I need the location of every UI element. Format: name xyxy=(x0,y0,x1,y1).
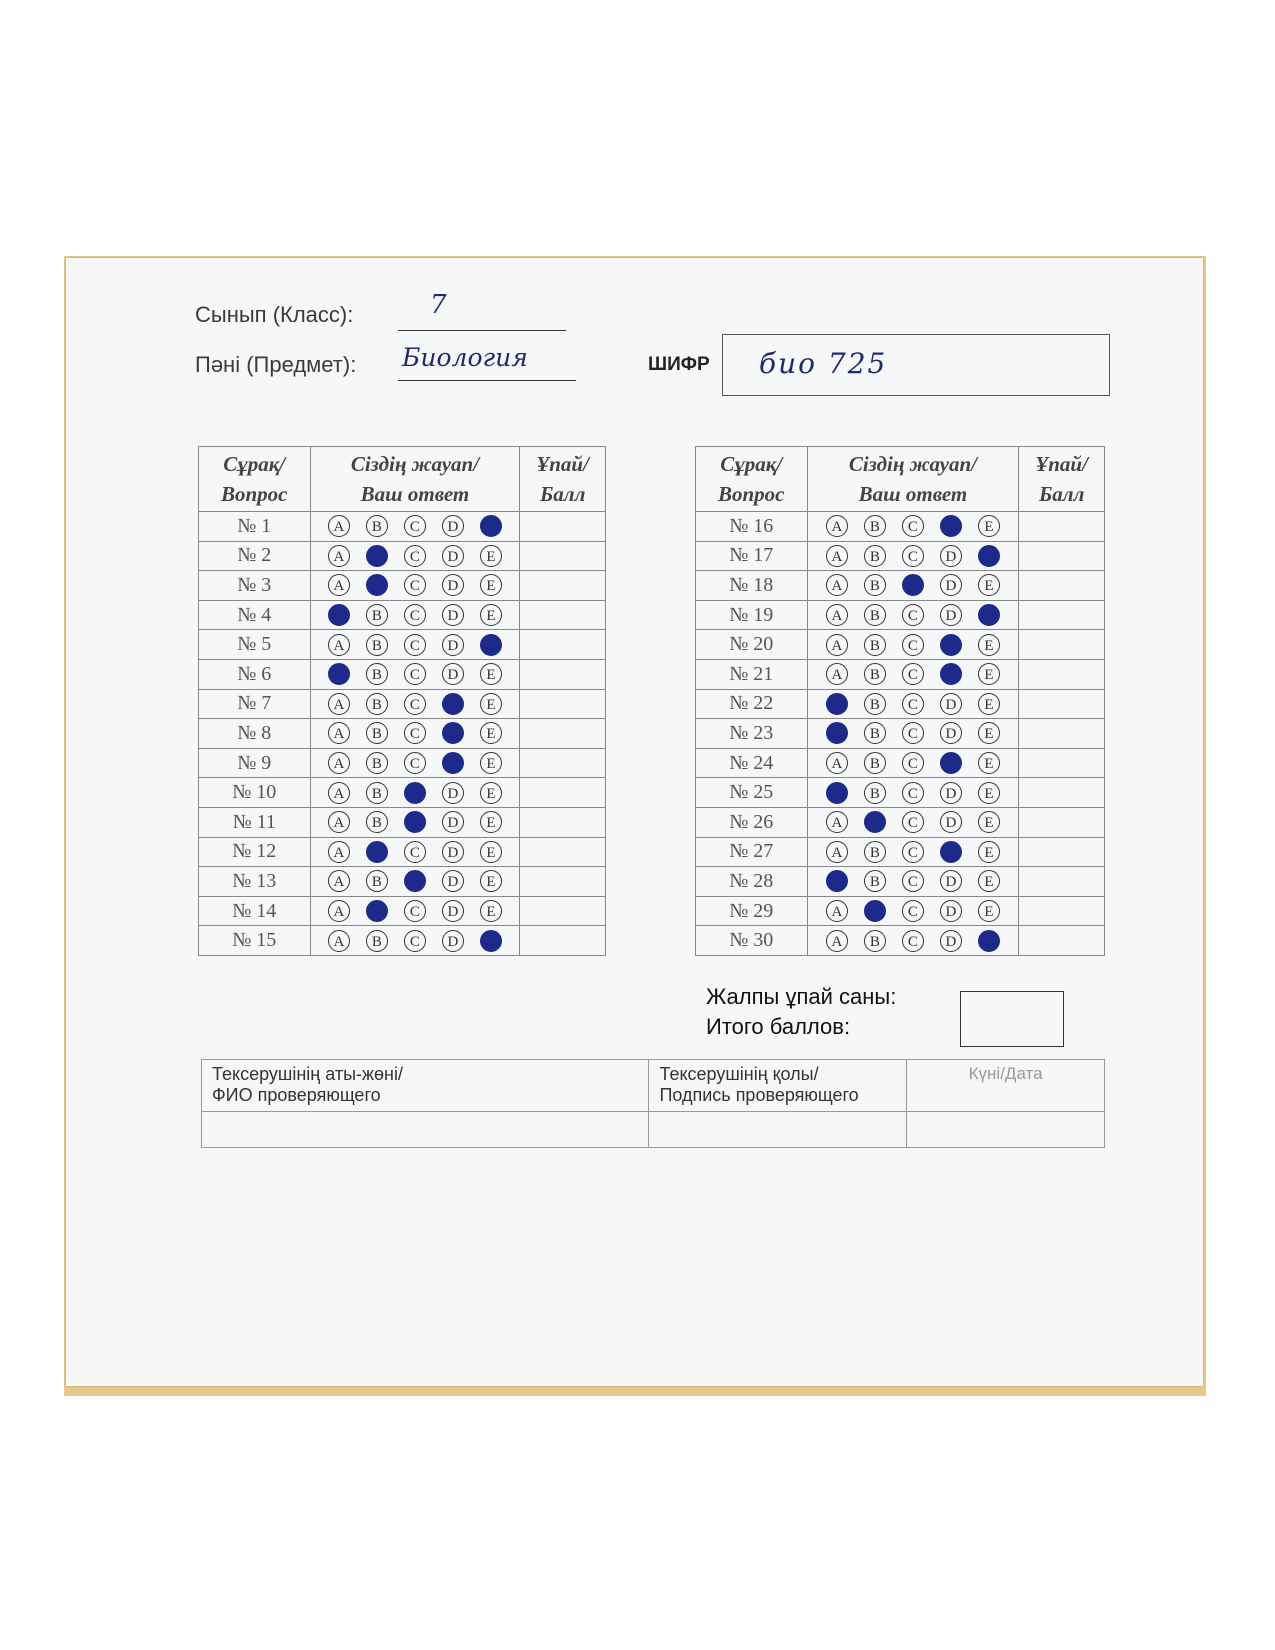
option-bubble-d[interactable]: D xyxy=(442,515,464,537)
subject-underline xyxy=(398,380,576,381)
option-bubble-d[interactable]: D xyxy=(442,545,464,567)
option-bubble-b[interactable]: B xyxy=(864,574,886,596)
option-bubble-c[interactable]: C xyxy=(902,574,924,596)
option-bubble-d[interactable]: D xyxy=(442,574,464,596)
answer-options xyxy=(310,837,520,867)
option-bubble-c[interactable]: C xyxy=(404,722,426,744)
option-bubble-b[interactable]: B xyxy=(366,930,388,952)
question-row xyxy=(199,896,606,926)
date-header: Күні/Дата xyxy=(907,1060,1105,1112)
score-cell[interactable] xyxy=(1019,719,1105,749)
option-bubble-a[interactable]: A xyxy=(826,515,848,537)
option-bubble-e[interactable]: E xyxy=(480,870,502,892)
option-bubble-d[interactable]: D xyxy=(940,841,962,863)
option-bubble-a[interactable]: A xyxy=(826,722,848,744)
question-row xyxy=(696,807,1105,837)
score-cell[interactable] xyxy=(1019,541,1105,571)
option-bubble-c[interactable]: C xyxy=(902,693,924,715)
question-row xyxy=(199,748,606,778)
answer-options xyxy=(310,630,520,660)
option-bubble-c[interactable]: C xyxy=(902,811,924,833)
option-bubble-c[interactable]: C xyxy=(902,634,924,656)
question-number: № 14 xyxy=(199,896,311,926)
option-bubble-e[interactable]: E xyxy=(978,782,1000,804)
answer-options xyxy=(807,867,1019,897)
option-bubble-e[interactable]: E xyxy=(480,782,502,804)
answer-options xyxy=(807,748,1019,778)
question-header: Сұрақ/ Вопрос xyxy=(199,447,311,512)
option-bubble-c[interactable]: C xyxy=(902,545,924,567)
cipher-value: био 725 xyxy=(759,347,888,380)
score-cell[interactable] xyxy=(1019,689,1105,719)
score-cell[interactable] xyxy=(520,541,606,571)
question-row xyxy=(199,571,606,601)
option-bubble-d[interactable]: D xyxy=(442,604,464,626)
score-cell[interactable] xyxy=(520,896,606,926)
question-number: № 26 xyxy=(696,807,808,837)
option-bubble-c[interactable]: C xyxy=(902,841,924,863)
option-bubble-c[interactable]: C xyxy=(404,870,426,892)
option-bubble-b[interactable]: B xyxy=(864,930,886,952)
option-bubble-e[interactable]: E xyxy=(480,634,502,656)
option-bubble-b[interactable]: B xyxy=(864,515,886,537)
checker-signature-header: Тексерушінің қолы/ Подпись проверяющего xyxy=(649,1060,907,1112)
option-bubble-d[interactable]: D xyxy=(940,722,962,744)
option-bubble-b[interactable]: B xyxy=(864,811,886,833)
option-bubble-c[interactable]: C xyxy=(404,693,426,715)
score-header: Ұпай/ Балл xyxy=(520,447,606,512)
option-bubble-e[interactable]: E xyxy=(978,722,1000,744)
option-bubble-d[interactable]: D xyxy=(442,634,464,656)
question-number: № 20 xyxy=(696,630,808,660)
option-bubble-c[interactable]: C xyxy=(404,574,426,596)
answer-options xyxy=(310,659,520,689)
class-value: 7 xyxy=(430,290,447,320)
question-number: № 7 xyxy=(199,689,311,719)
option-bubble-a[interactable]: A xyxy=(826,693,848,715)
question-number: № 30 xyxy=(696,926,808,956)
answer-options xyxy=(807,512,1019,542)
question-row xyxy=(199,689,606,719)
option-bubble-a[interactable]: A xyxy=(328,870,350,892)
option-bubble-a[interactable]: A xyxy=(826,841,848,863)
answer-options xyxy=(807,659,1019,689)
option-bubble-d[interactable]: D xyxy=(940,930,962,952)
answer-options xyxy=(807,689,1019,719)
option-bubble-c[interactable]: C xyxy=(902,930,924,952)
question-number: № 13 xyxy=(199,867,311,897)
question-number: № 16 xyxy=(696,512,808,542)
option-bubble-a[interactable]: A xyxy=(328,663,350,685)
question-row xyxy=(696,571,1105,601)
question-row xyxy=(199,778,606,808)
option-bubble-a[interactable]: A xyxy=(328,841,350,863)
answer-options xyxy=(807,926,1019,956)
option-bubble-d[interactable]: D xyxy=(940,870,962,892)
question-number: № 17 xyxy=(696,541,808,571)
option-bubble-b[interactable]: B xyxy=(864,782,886,804)
score-cell[interactable] xyxy=(520,867,606,897)
question-number: № 11 xyxy=(199,807,311,837)
score-cell[interactable] xyxy=(520,571,606,601)
question-row xyxy=(696,778,1105,808)
score-cell[interactable] xyxy=(520,748,606,778)
option-bubble-b[interactable]: B xyxy=(864,900,886,922)
total-score-box[interactable] xyxy=(960,991,1064,1047)
answer-options xyxy=(807,719,1019,749)
score-cell[interactable] xyxy=(1019,600,1105,630)
option-bubble-d[interactable]: D xyxy=(442,782,464,804)
option-bubble-b[interactable]: B xyxy=(366,782,388,804)
score-cell[interactable] xyxy=(520,778,606,808)
score-header: Ұпай/ Балл xyxy=(1019,447,1105,512)
option-bubble-e[interactable]: E xyxy=(978,634,1000,656)
answer-header: Сіздің жауап/ Ваш ответ xyxy=(310,447,520,512)
option-bubble-b[interactable]: B xyxy=(864,693,886,715)
answer-options xyxy=(310,807,520,837)
option-bubble-c[interactable]: C xyxy=(404,545,426,567)
option-bubble-d[interactable]: D xyxy=(442,693,464,715)
option-bubble-c[interactable]: C xyxy=(404,782,426,804)
answer-options xyxy=(310,541,520,571)
option-bubble-e[interactable]: E xyxy=(480,663,502,685)
option-bubble-d[interactable]: D xyxy=(940,634,962,656)
option-bubble-b[interactable]: B xyxy=(864,663,886,685)
option-bubble-e[interactable]: E xyxy=(480,930,502,952)
option-bubble-a[interactable]: A xyxy=(328,782,350,804)
question-number: № 27 xyxy=(696,837,808,867)
option-bubble-d[interactable]: D xyxy=(442,900,464,922)
question-row xyxy=(199,837,606,867)
checker-signature-field[interactable] xyxy=(649,1112,907,1148)
option-bubble-b[interactable]: B xyxy=(366,841,388,863)
score-cell[interactable] xyxy=(520,512,606,542)
question-row xyxy=(696,659,1105,689)
option-bubble-c[interactable]: C xyxy=(902,870,924,892)
option-bubble-a[interactable]: A xyxy=(826,930,848,952)
option-bubble-a[interactable]: A xyxy=(328,515,350,537)
question-number: № 4 xyxy=(199,600,311,630)
option-bubble-c[interactable]: C xyxy=(404,811,426,833)
question-row xyxy=(199,630,606,660)
question-row xyxy=(199,719,606,749)
option-bubble-b[interactable]: B xyxy=(864,841,886,863)
option-bubble-a[interactable]: A xyxy=(328,752,350,774)
answer-options xyxy=(807,778,1019,808)
option-bubble-e[interactable]: E xyxy=(978,841,1000,863)
question-row xyxy=(696,719,1105,749)
score-cell[interactable] xyxy=(520,807,606,837)
question-row xyxy=(696,748,1105,778)
option-bubble-e[interactable]: E xyxy=(978,752,1000,774)
option-bubble-c[interactable]: C xyxy=(404,900,426,922)
question-number: № 24 xyxy=(696,748,808,778)
option-bubble-c[interactable]: C xyxy=(902,752,924,774)
answer-options xyxy=(310,571,520,601)
answer-options xyxy=(807,571,1019,601)
option-bubble-e[interactable]: E xyxy=(978,930,1000,952)
subject-value: Биология xyxy=(402,343,528,372)
answer-options xyxy=(807,600,1019,630)
answer-options xyxy=(807,896,1019,926)
option-bubble-e[interactable]: E xyxy=(480,841,502,863)
option-bubble-d[interactable]: D xyxy=(940,693,962,715)
score-cell[interactable] xyxy=(520,600,606,630)
answer-options xyxy=(310,867,520,897)
question-number: № 19 xyxy=(696,600,808,630)
option-bubble-e[interactable]: E xyxy=(978,515,1000,537)
question-number: № 28 xyxy=(696,867,808,897)
question-number: № 25 xyxy=(696,778,808,808)
score-cell[interactable] xyxy=(1019,926,1105,956)
question-number: № 22 xyxy=(696,689,808,719)
answer-options xyxy=(310,512,520,542)
class-label: Сынып (Класс): xyxy=(195,302,354,327)
option-bubble-e[interactable]: E xyxy=(480,604,502,626)
option-bubble-c[interactable]: C xyxy=(902,604,924,626)
answer-options xyxy=(310,689,520,719)
question-row xyxy=(199,512,606,542)
option-bubble-b[interactable]: B xyxy=(366,574,388,596)
question-row xyxy=(696,630,1105,660)
question-row xyxy=(199,807,606,837)
option-bubble-c[interactable]: C xyxy=(404,515,426,537)
option-bubble-c[interactable]: C xyxy=(404,604,426,626)
question-number: № 10 xyxy=(199,778,311,808)
option-bubble-e[interactable]: E xyxy=(978,604,1000,626)
option-bubble-a[interactable]: A xyxy=(328,722,350,744)
score-cell[interactable] xyxy=(520,689,606,719)
answer-options xyxy=(807,807,1019,837)
option-bubble-b[interactable]: B xyxy=(864,752,886,774)
question-number: № 21 xyxy=(696,659,808,689)
question-row xyxy=(199,659,606,689)
option-bubble-b[interactable]: B xyxy=(366,515,388,537)
score-cell[interactable] xyxy=(520,659,606,689)
option-bubble-c[interactable]: C xyxy=(404,930,426,952)
answer-options xyxy=(310,600,520,630)
question-number: № 29 xyxy=(696,896,808,926)
option-bubble-e[interactable]: E xyxy=(480,900,502,922)
option-bubble-a[interactable]: A xyxy=(826,545,848,567)
option-bubble-e[interactable]: E xyxy=(978,545,1000,567)
option-bubble-b[interactable]: B xyxy=(366,634,388,656)
option-bubble-d[interactable]: D xyxy=(940,811,962,833)
answer-options xyxy=(310,719,520,749)
option-bubble-d[interactable]: D xyxy=(442,663,464,685)
question-number: № 3 xyxy=(199,571,311,601)
answer-options xyxy=(310,748,520,778)
option-bubble-a[interactable]: A xyxy=(826,752,848,774)
question-row xyxy=(696,896,1105,926)
option-bubble-a[interactable]: A xyxy=(826,900,848,922)
option-bubble-d[interactable]: D xyxy=(940,545,962,567)
question-row xyxy=(199,600,606,630)
option-bubble-e[interactable]: E xyxy=(480,693,502,715)
option-bubble-d[interactable]: D xyxy=(940,752,962,774)
question-row xyxy=(696,837,1105,867)
option-bubble-c[interactable]: C xyxy=(902,900,924,922)
option-bubble-b[interactable]: B xyxy=(366,604,388,626)
option-bubble-d[interactable]: D xyxy=(442,811,464,833)
score-cell[interactable] xyxy=(1019,571,1105,601)
option-bubble-e[interactable]: E xyxy=(978,900,1000,922)
option-bubble-e[interactable]: E xyxy=(978,870,1000,892)
option-bubble-a[interactable]: A xyxy=(826,574,848,596)
option-bubble-a[interactable]: A xyxy=(826,604,848,626)
option-bubble-e[interactable]: E xyxy=(978,693,1000,715)
option-bubble-b[interactable]: B xyxy=(366,545,388,567)
class-underline xyxy=(398,330,566,331)
option-bubble-d[interactable]: D xyxy=(442,722,464,744)
answer-table-right xyxy=(695,446,1105,956)
question-number: № 9 xyxy=(199,748,311,778)
option-bubble-c[interactable]: C xyxy=(902,722,924,744)
answer-options xyxy=(310,778,520,808)
total-label-kz: Жалпы ұпай саны: xyxy=(706,984,897,1009)
question-number: № 6 xyxy=(199,659,311,689)
question-number: № 23 xyxy=(696,719,808,749)
option-bubble-c[interactable]: C xyxy=(902,663,924,685)
question-row xyxy=(696,541,1105,571)
option-bubble-a[interactable]: A xyxy=(328,900,350,922)
question-number: № 5 xyxy=(199,630,311,660)
option-bubble-d[interactable]: D xyxy=(940,900,962,922)
answer-options xyxy=(310,896,520,926)
score-cell[interactable] xyxy=(1019,512,1105,542)
option-bubble-d[interactable]: D xyxy=(940,663,962,685)
option-bubble-d[interactable]: D xyxy=(442,930,464,952)
option-bubble-c[interactable]: C xyxy=(404,634,426,656)
question-row xyxy=(696,512,1105,542)
option-bubble-b[interactable]: B xyxy=(864,545,886,567)
answer-table-left xyxy=(198,446,606,956)
option-bubble-e[interactable]: E xyxy=(978,574,1000,596)
total-label-ru: Итого баллов: xyxy=(706,1014,851,1039)
option-bubble-b[interactable]: B xyxy=(864,634,886,656)
question-row xyxy=(696,600,1105,630)
option-bubble-d[interactable]: D xyxy=(940,515,962,537)
score-cell[interactable] xyxy=(1019,807,1105,837)
option-bubble-e[interactable]: E xyxy=(978,663,1000,685)
option-bubble-d[interactable]: D xyxy=(442,870,464,892)
option-bubble-b[interactable]: B xyxy=(864,604,886,626)
score-cell[interactable] xyxy=(1019,837,1105,867)
option-bubble-a[interactable]: A xyxy=(826,634,848,656)
option-bubble-e[interactable]: E xyxy=(978,811,1000,833)
cipher-box xyxy=(722,334,1110,396)
option-bubble-b[interactable]: B xyxy=(864,722,886,744)
option-bubble-b[interactable]: B xyxy=(864,870,886,892)
option-bubble-c[interactable]: C xyxy=(404,841,426,863)
option-bubble-e[interactable]: E xyxy=(480,752,502,774)
option-bubble-a[interactable]: A xyxy=(328,930,350,952)
option-bubble-d[interactable]: D xyxy=(940,782,962,804)
option-bubble-b[interactable]: B xyxy=(366,722,388,744)
question-number: № 2 xyxy=(199,541,311,571)
score-cell[interactable] xyxy=(1019,896,1105,926)
score-cell[interactable] xyxy=(1019,867,1105,897)
option-bubble-e[interactable]: E xyxy=(480,545,502,567)
answer-options xyxy=(807,630,1019,660)
score-cell[interactable] xyxy=(520,837,606,867)
answer-options xyxy=(310,926,520,956)
option-bubble-b[interactable]: B xyxy=(366,663,388,685)
option-bubble-e[interactable]: E xyxy=(480,811,502,833)
score-cell[interactable] xyxy=(1019,748,1105,778)
score-cell[interactable] xyxy=(1019,630,1105,660)
option-bubble-a[interactable]: A xyxy=(328,693,350,715)
question-number: № 18 xyxy=(696,571,808,601)
answer-options xyxy=(807,837,1019,867)
option-bubble-a[interactable]: A xyxy=(826,870,848,892)
option-bubble-a[interactable]: A xyxy=(328,634,350,656)
checker-name-header: Тексерушінің аты-жөні/ ФИО проверяющего xyxy=(202,1060,649,1112)
option-bubble-a[interactable]: A xyxy=(328,545,350,567)
score-cell[interactable] xyxy=(520,926,606,956)
option-bubble-d[interactable]: D xyxy=(940,574,962,596)
option-bubble-d[interactable]: D xyxy=(940,604,962,626)
question-number: № 12 xyxy=(199,837,311,867)
question-row xyxy=(199,541,606,571)
signature-table xyxy=(201,1059,1105,1148)
option-bubble-e[interactable]: E xyxy=(480,574,502,596)
option-bubble-a[interactable]: A xyxy=(826,663,848,685)
score-cell[interactable] xyxy=(1019,659,1105,689)
question-row xyxy=(696,689,1105,719)
option-bubble-a[interactable]: A xyxy=(328,811,350,833)
score-cell[interactable] xyxy=(520,630,606,660)
option-bubble-c[interactable]: C xyxy=(404,752,426,774)
question-row xyxy=(696,926,1105,956)
option-bubble-c[interactable]: C xyxy=(404,663,426,685)
option-bubble-c[interactable]: C xyxy=(902,515,924,537)
question-number: № 1 xyxy=(199,512,311,542)
score-cell[interactable] xyxy=(1019,778,1105,808)
subject-label: Пәні (Предмет): xyxy=(195,352,357,377)
date-field[interactable] xyxy=(907,1112,1105,1148)
cipher-label: ШИФР xyxy=(648,354,710,375)
option-bubble-a[interactable]: A xyxy=(826,811,848,833)
option-bubble-a[interactable]: A xyxy=(826,782,848,804)
option-bubble-b[interactable]: B xyxy=(366,870,388,892)
score-cell[interactable] xyxy=(520,719,606,749)
option-bubble-b[interactable]: B xyxy=(366,811,388,833)
option-bubble-a[interactable]: A xyxy=(328,574,350,596)
question-row xyxy=(696,867,1105,897)
option-bubble-b[interactable]: B xyxy=(366,752,388,774)
question-row xyxy=(199,867,606,897)
question-row xyxy=(199,926,606,956)
question-number: № 8 xyxy=(199,719,311,749)
question-header: Сұрақ/ Вопрос xyxy=(696,447,808,512)
option-bubble-e[interactable]: E xyxy=(480,515,502,537)
question-number: № 15 xyxy=(199,926,311,956)
option-bubble-b[interactable]: B xyxy=(366,900,388,922)
answer-options xyxy=(807,541,1019,571)
option-bubble-a[interactable]: A xyxy=(328,604,350,626)
checker-name-field[interactable] xyxy=(202,1112,649,1148)
option-bubble-d[interactable]: D xyxy=(442,752,464,774)
option-bubble-d[interactable]: D xyxy=(442,841,464,863)
answer-header: Сіздің жауап/ Ваш ответ xyxy=(807,447,1019,512)
option-bubble-c[interactable]: C xyxy=(902,782,924,804)
option-bubble-e[interactable]: E xyxy=(480,722,502,744)
option-bubble-b[interactable]: B xyxy=(366,693,388,715)
